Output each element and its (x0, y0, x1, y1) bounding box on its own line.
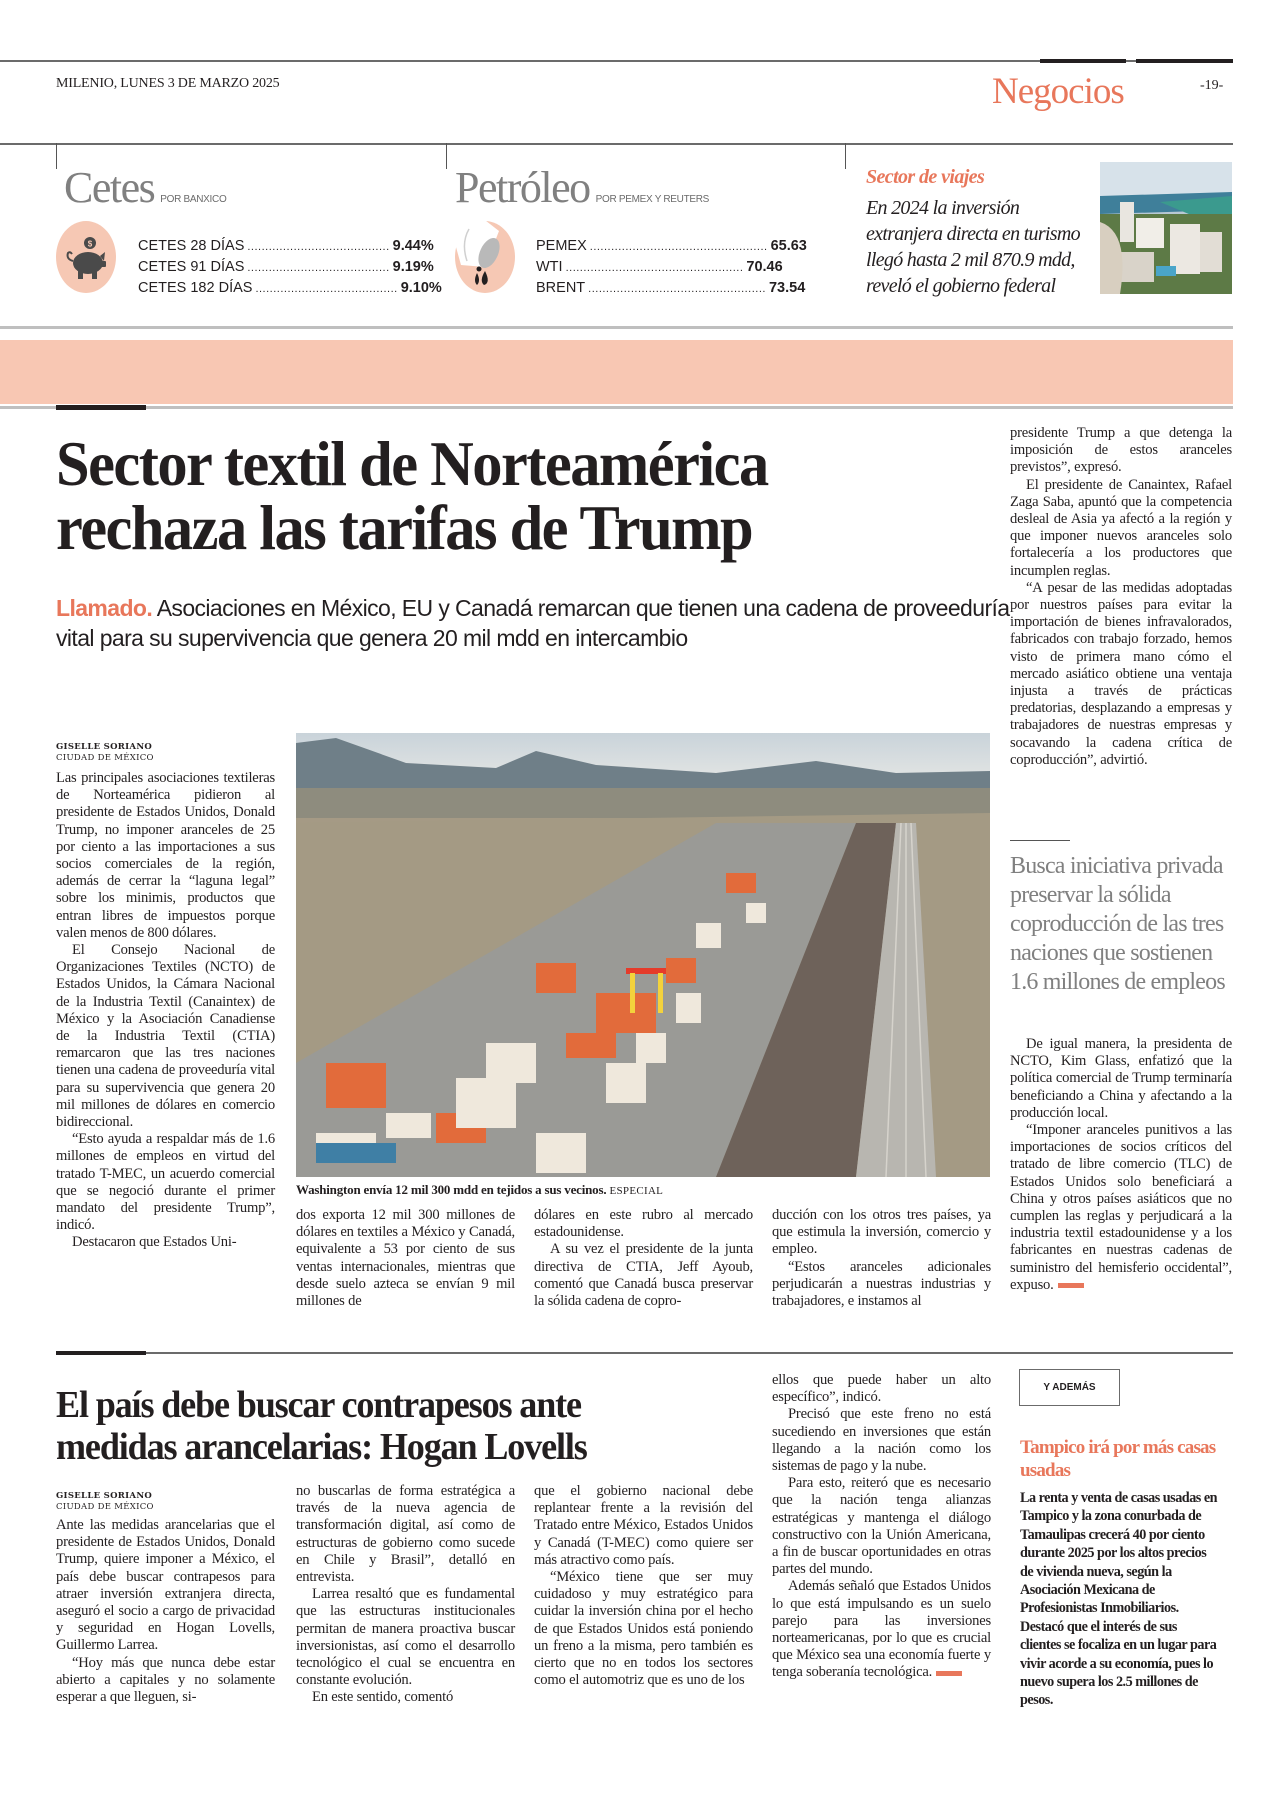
main-headline-line1: Sector textil de Norteamérica (56, 429, 768, 499)
divider (56, 143, 57, 169)
second-headline-line2: medidas arancelarias: Hogan Lovells (56, 1426, 587, 1468)
main-col-2: dos exporta 12 mil 300 millones de dólares en textiles a México y Canadá, equivalente a 53 por ciento de sus ventas internacionales, mientras que desde suelo azteca se envían 9 mil millones de (296, 1207, 515, 1310)
cetes-row: CETES 28 DÍAS ........................................ 9.44% (138, 238, 434, 254)
main-col-5-top: presidente Trump a que detenga la imposición de estos aranceles previstos”, expresó. El presidente de Canaintex, Rafael Zaga Saba, apuntó que la competencia desleal de Asia ya afectó a la región y que imponer nuevos aranceles solo fortalecería a los productores que incumplen reglas. “A pesar de las medidas adoptadas por nuestros países para evitar la importación de bienes infravalorados, fabricados con trabajo forzado, hemos visto de primera mano cómo el mercado asiático obtiene una ventaja injusta a través de prácticas predatorias, desplazando a empresas y trabajadores de nuestras empresas y socavando la cadena crítica de coproducción”, advirtió. (1010, 425, 1232, 768)
cetes-block (64, 163, 227, 212)
viajes-text: En 2024 la inversión extranjera directa en turismo llegó hasta 2 mil 870.9 mdd, reveló el gobierno federal (866, 197, 1080, 297)
svg-text:$: $ (87, 239, 93, 249)
deck-text: Asociaciones en México, EU y Canadá remarcan que tienen una cadena de proveeduría vital para su supervivencia que genera 20 mil mdd en intercambio (56, 595, 1010, 651)
main-byline (56, 742, 154, 764)
petroleo-row: WTI .................................................. 70.46 (536, 259, 783, 275)
petroleo-block (455, 163, 710, 212)
cetes-row: CETES 91 DÍAS ........................................ 9.19% (138, 259, 434, 275)
y-ademas-label: Y ADEMÁS (1019, 1369, 1120, 1406)
byline-name: GISELLE SORIANO (56, 742, 153, 752)
piggy-bank-icon (56, 221, 116, 293)
end-mark (936, 1671, 962, 1676)
masthead-date: MILENIO, LUNES 3 DE MARZO 2025 (56, 76, 280, 91)
cetes-table (138, 236, 442, 299)
resort-photo (1100, 162, 1232, 294)
sidebar-title: Tampico irá por más casas usadas (1020, 1437, 1216, 1481)
main-headline (56, 429, 768, 563)
petroleo-title: Petróleo (455, 163, 590, 212)
second-headline-line1: El país debe buscar contrapesos ante (56, 1384, 581, 1426)
second-article-rule (56, 1352, 1233, 1354)
pull-subhead: Busca iniciativa privada preservar la sólida coproducción de las tres naciones que sostienen 1.6 millones de empleos (1010, 853, 1225, 995)
divider (845, 143, 846, 169)
second-headline (56, 1384, 587, 1468)
main-col-1: Las principales asociaciones textileras de Norteamérica pidieron al presidente de Estados Unidos, Donald Trump, no imponer aranceles de 25 por ciento a las importaciones a sus socios comerciales de la región, además de cerrar la “laguna legal” sobre los minimis, productos que entran libres de impuestos porque valen menos de 800 dólares. El Consejo Nacional de Organizaciones Textiles (NCTO) de Estados Unidos, la Cámara Nacional de la Industria Textil (Canaintex) de México y la Asociación Canadiense de la Industria Textil (CTIA) remarcaron que las tres naciones tienen una cadena de proveeduría vital para su supervivencia que genera 20 mil millones de dólares en comercio bidireccional. “Esto ayuda a respaldar más de 1.6 millones de empleos en virtud del tratado T-MEC, un acuerdo comercial que se negoció durante el primer mandato del presidente Trump”, indicó. Destacaron que Estados Uni- (56, 770, 275, 1251)
rail-yard-photo (296, 733, 990, 1177)
second-byline: GISELLE SORIANO CIUDAD DE MÉXICO (56, 1491, 154, 1512)
petroleo-source: POR PEMEX Y REUTERS (595, 194, 710, 205)
photo-credit: ESPECIAL (609, 1185, 664, 1197)
sidebar-text: La renta y venta de casas usadas en Tampico y la zona conurbada de Tamaulipas crecerá 40 por ciento durante 2025 por los altos precios de vivienda nueva, según la Asociación Mexicana de Profesionistas Inmobiliarios. Destacó que el interés de sus clientes se focaliza en un lugar para vivir acorde a su economía, pues lo nuevo supera los 2.5 millones de pesos. (1020, 1490, 1218, 1709)
oil-barrel-icon (455, 221, 515, 293)
second-col-4: ellos que puede haber un alto específico”, indicó. Precisó que este freno no está sucediendo en inversiones que están llegando a la nación como los sistemas de pago y la nube. Para esto, reiteró que es necesario que la nación tenga alianzas estratégicas y mantenga el diálogo constructivo con la Unión Americana, a fin de buscar oportunidades en otras partes del mundo. Además señaló que Estados Unidos lo que está impulsando es un suelo parejo para las inversiones norteamericanas, por lo que es crucial que México sea una economía fuerte y tenga soberanía tecnológica. (772, 1372, 991, 1681)
section-accent-rule-2 (1136, 59, 1233, 63)
page-number: -19- (1200, 78, 1224, 93)
viajes-kicker: Sector de viajes (866, 166, 985, 188)
photo-caption (296, 1182, 663, 1198)
main-headline-line2: rechaza las tarifas de Trump (56, 493, 753, 563)
end-mark (1058, 1283, 1084, 1288)
section-name: Negocios (992, 71, 1124, 112)
caption-text: Washington envía 12 mil 300 mdd en tejidos a sus vecinos. (296, 1182, 607, 1197)
article-top-rule (0, 406, 1233, 409)
indicators-top-rule (0, 143, 1233, 145)
deck-kicker: Llamado. (56, 595, 153, 621)
petroleo-row: PEMEX .................................................. 65.63 (536, 238, 807, 254)
indicators-bottom-rule (0, 326, 1233, 329)
byline-place: CIUDAD DE MÉXICO (56, 753, 154, 763)
cetes-title: Cetes (64, 163, 155, 212)
section-accent-rule (1040, 59, 1126, 63)
cetes-row: CETES 182 DÍAS ........................................ 9.10% (138, 280, 442, 296)
second-col-2: no buscarlas de forma estratégica a través de la nueva agencia de transformación digital, así como de estructuras de gobierno como sucede en Chile y Brasil”, detalló en entrevista. Larrea resaltó que es fundamental que las estructuras institucionales permitan de manera proactiva buscar inversionistas, así como el desarrollo tecnológico el cual se encuentra en constante evolución. En este sentido, comentó (296, 1483, 515, 1706)
ad-band (0, 340, 1233, 404)
second-col-3: que el gobierno nacional debe replantear frente a la revisión del Tratado entre México, Estados Unidos y Canadá (T-MEC) como quiere ser más atractivo como país. “México tiene que ser muy cuidadoso y muy estratégico para cuidar la inversión china por el hecho de que Estados Unidos está poniendo un freno a la misma, pero también es cierto que no en todos los sectores como el automotriz que es uno de los (534, 1483, 753, 1689)
cetes-source: POR BANXICO (160, 194, 227, 205)
main-col-3: dólares en este rubro al mercado estadounidense. A su vez el presidente de la junta directiva de CTIA, Jeff Ayoub, comentó que Canadá busca preservar la sólida cadena de copro- (534, 1207, 753, 1310)
main-deck (56, 593, 1016, 653)
second-col-1: Ante las medidas arancelarias que el presidente de Estados Unidos, Donald Trump, quiere imponer a México, el país debe buscar contrapesos para atraer inversión extranjera directa, aseguró el socio a cargo de privacidad y seguridad en Hogan Lovells, Guillermo Larrea. “Hoy más que nunca debe estar abierto a capitales y no solamente esperar a que lleguen, si- (56, 1517, 275, 1706)
main-col-5-bottom: De igual manera, la presidenta de NCTO, Kim Glass, enfatizó que la política comercial de Trump terminaría beneficiando a China y afectando a la producción local. “Imponer aranceles punitivos a las importaciones de socios críticos del tratado de libre comercio (TLC) de Estados Unidos solo beneficiará a China y otros países asiáticos que no cumplen las reglas y perjudicará a la industria textil estadounidense y a los fabricantes en nuestras cadenas de suministro del hemisferio occidental”, expuso. (1010, 1036, 1232, 1293)
second-article-accent-rule (56, 1351, 146, 1355)
article-accent-rule (56, 405, 146, 410)
subhead-rule (1010, 840, 1070, 841)
main-col-4: ducción con los otros tres países, ya que estimula la inversión, comercio y empleo. “Estos aranceles adicionales perjudicarán a nuestras industrias y trabajadores, e instamos al (772, 1207, 991, 1310)
petroleo-row: BRENT .................................................. 73.54 (536, 280, 806, 296)
petroleo-table (536, 236, 807, 299)
divider (446, 143, 447, 169)
